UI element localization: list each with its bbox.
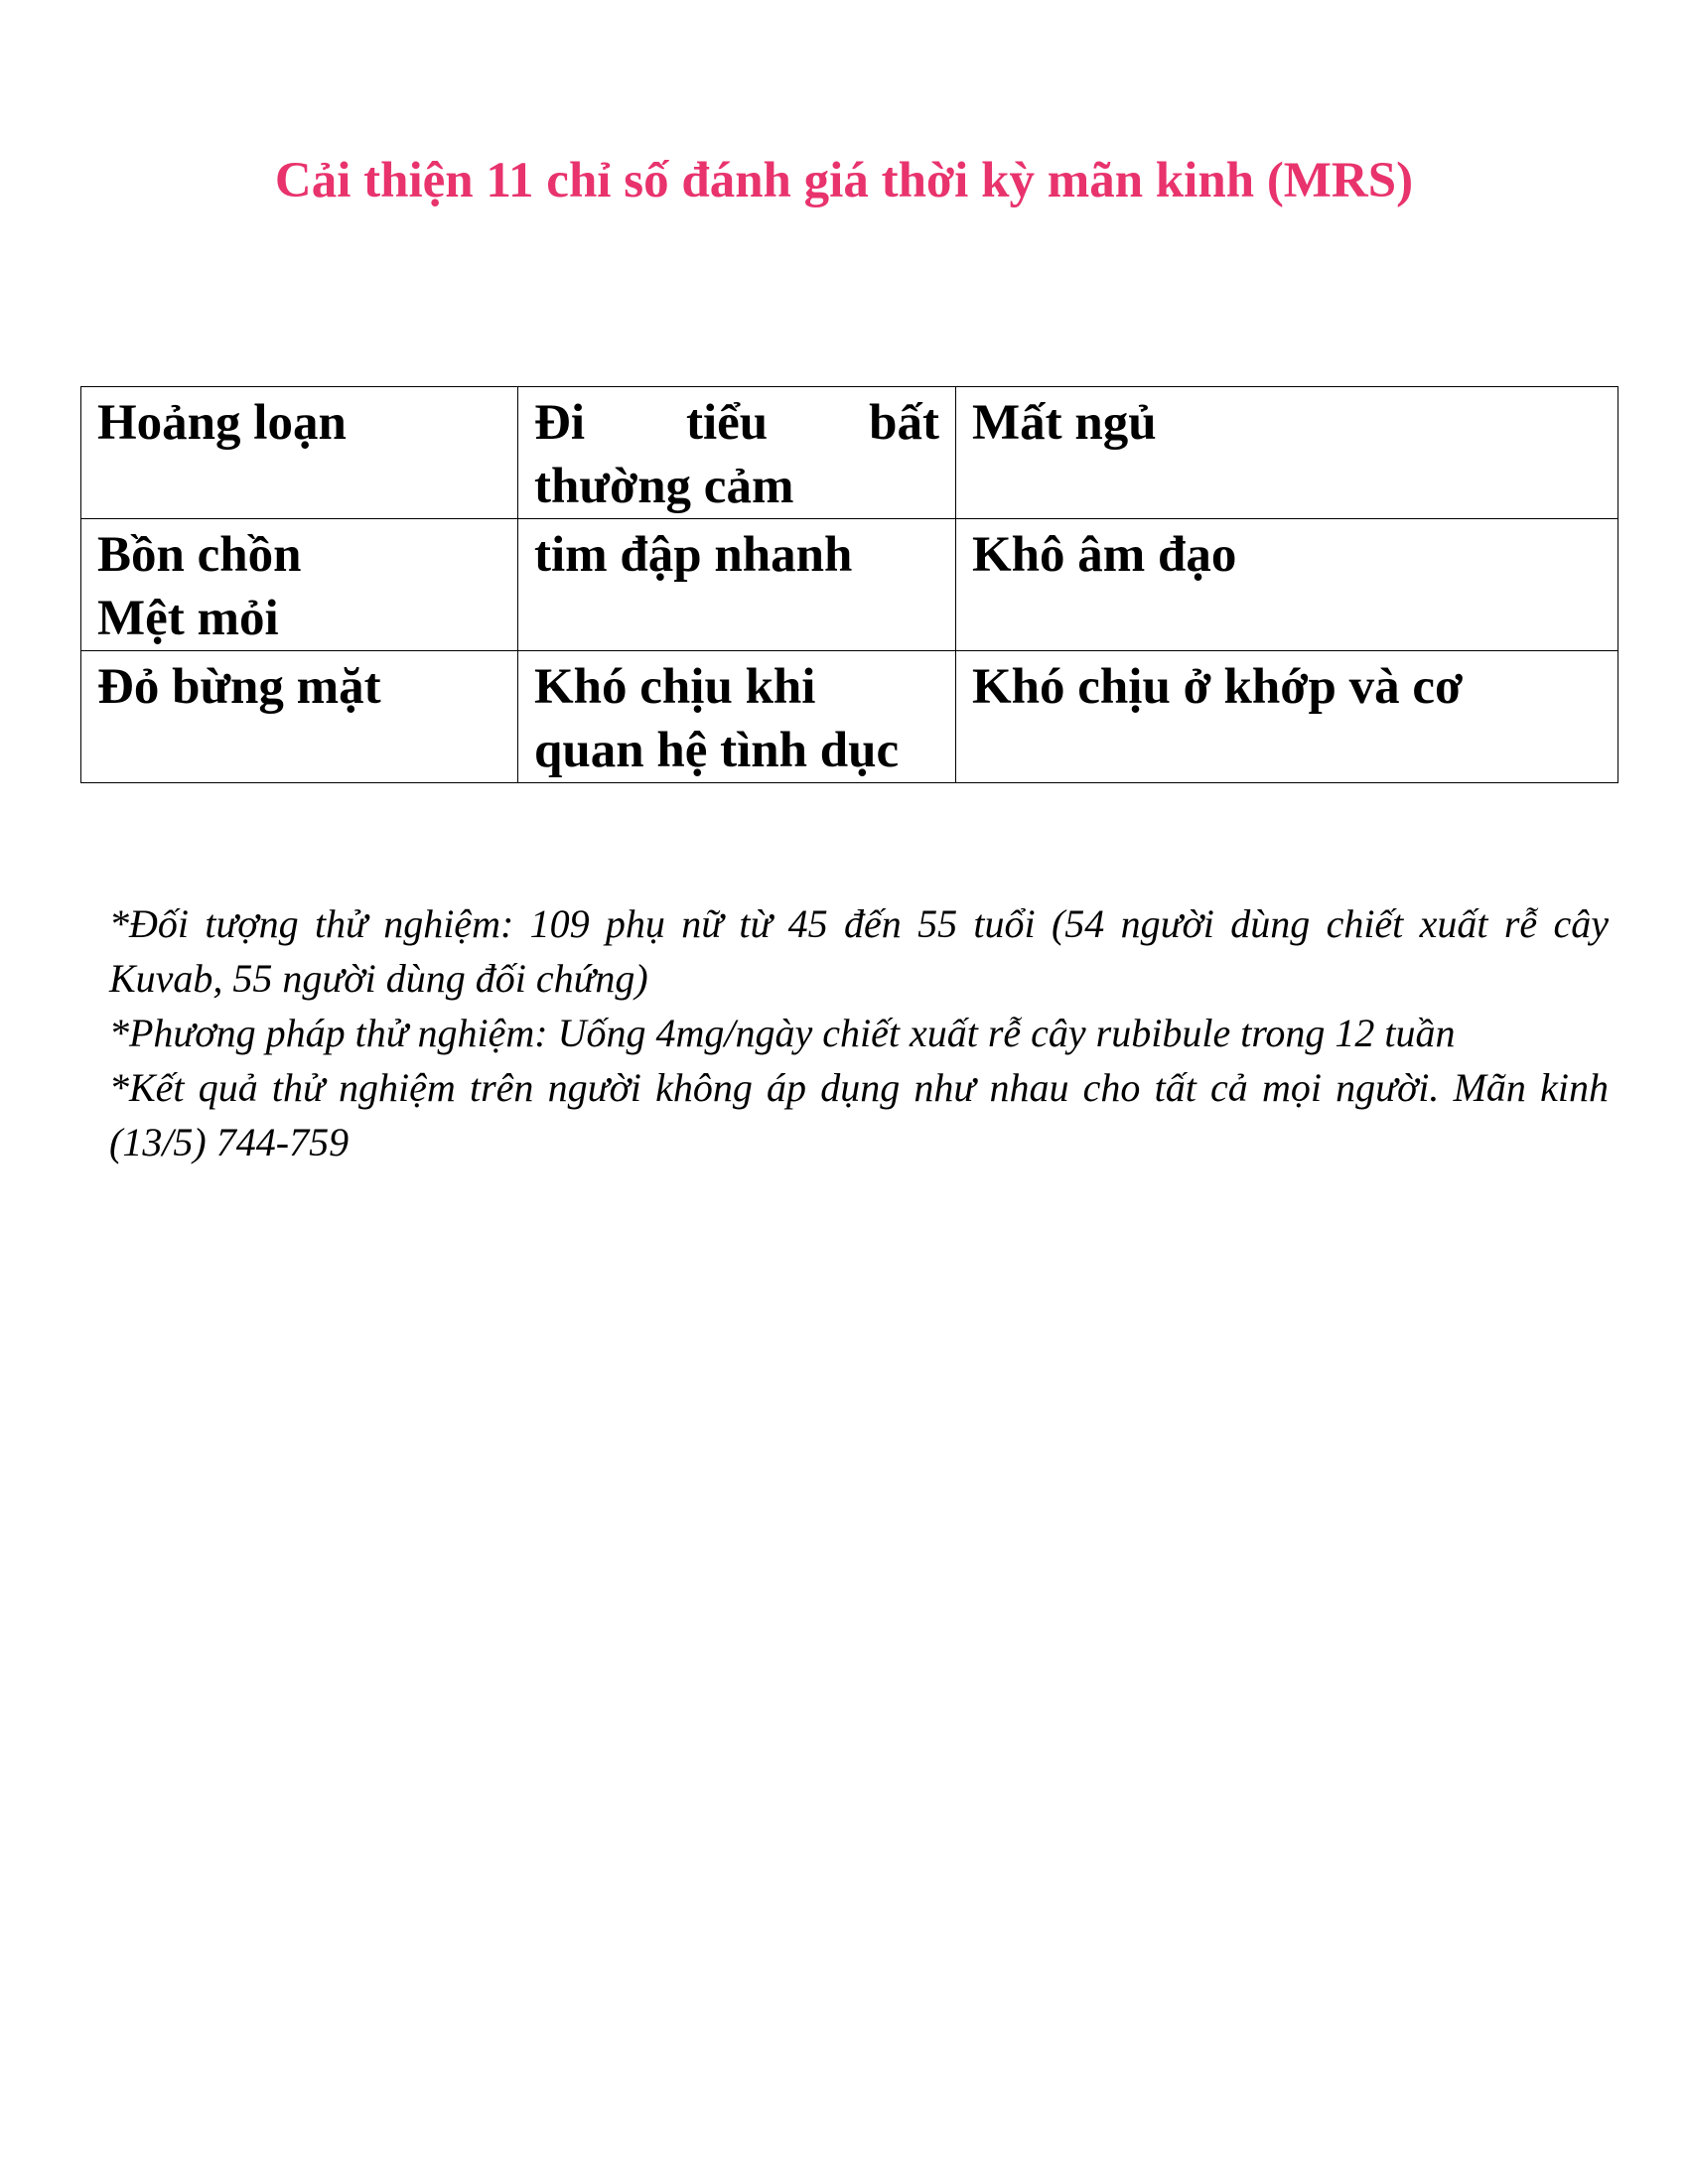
cell-text: Khó chịu ở khớp và cơ bbox=[972, 659, 1464, 715]
table-cell bbox=[956, 519, 1618, 651]
cell-text: Khô âm đạo bbox=[972, 527, 1237, 583]
cell-text: Khó chịu khi bbox=[534, 659, 816, 715]
table-cell bbox=[81, 651, 518, 783]
footnotes bbox=[109, 896, 1609, 1169]
table-row bbox=[81, 387, 1618, 519]
cell-text: tim đập nhanh bbox=[534, 527, 853, 583]
footnote-disclaimer: *Kết quả thử nghiệm trên người không áp dụng như nhau cho tất cả mọi người. Mãn kinh (13/5) 744-759 bbox=[109, 1065, 1609, 1164]
cell-text: thường cảm bbox=[534, 459, 794, 514]
cell-text: Bồn chồn bbox=[97, 527, 302, 583]
table-row bbox=[81, 519, 1618, 651]
cell-text: Đỏ bừng mặt bbox=[97, 659, 381, 715]
footnote-subjects: *Đối tượng thử nghiệm: 109 phụ nữ từ 45 đến 55 tuổi (54 người dùng chiết xuất rễ cây Kuvab, 55 người dùng đối chứng) bbox=[109, 901, 1609, 1001]
cell-text: Mất ngủ bbox=[972, 395, 1157, 451]
symptom-table bbox=[80, 386, 1618, 783]
table-cell bbox=[81, 387, 518, 519]
table-cell bbox=[956, 387, 1618, 519]
table-cell bbox=[518, 519, 956, 651]
table-cell bbox=[81, 519, 518, 651]
cell-text: Đi tiểu bất bbox=[534, 395, 939, 451]
table-row bbox=[81, 651, 1618, 783]
table-cell bbox=[518, 651, 956, 783]
page-title: Cải thiện 11 chỉ số đánh giá thời kỳ mãn kinh (MRS) bbox=[274, 153, 1414, 208]
cell-text: Hoảng loạn bbox=[97, 395, 347, 451]
cell-text: quan hệ tình dục bbox=[534, 723, 900, 778]
table-cell bbox=[518, 387, 956, 519]
table-cell bbox=[956, 651, 1618, 783]
footnote-method: *Phương pháp thử nghiệm: Uống 4mg/ngày chiết xuất rễ cây rubibule trong 12 tuần bbox=[109, 1011, 1456, 1055]
cell-text: Mệt mỏi bbox=[97, 591, 279, 646]
